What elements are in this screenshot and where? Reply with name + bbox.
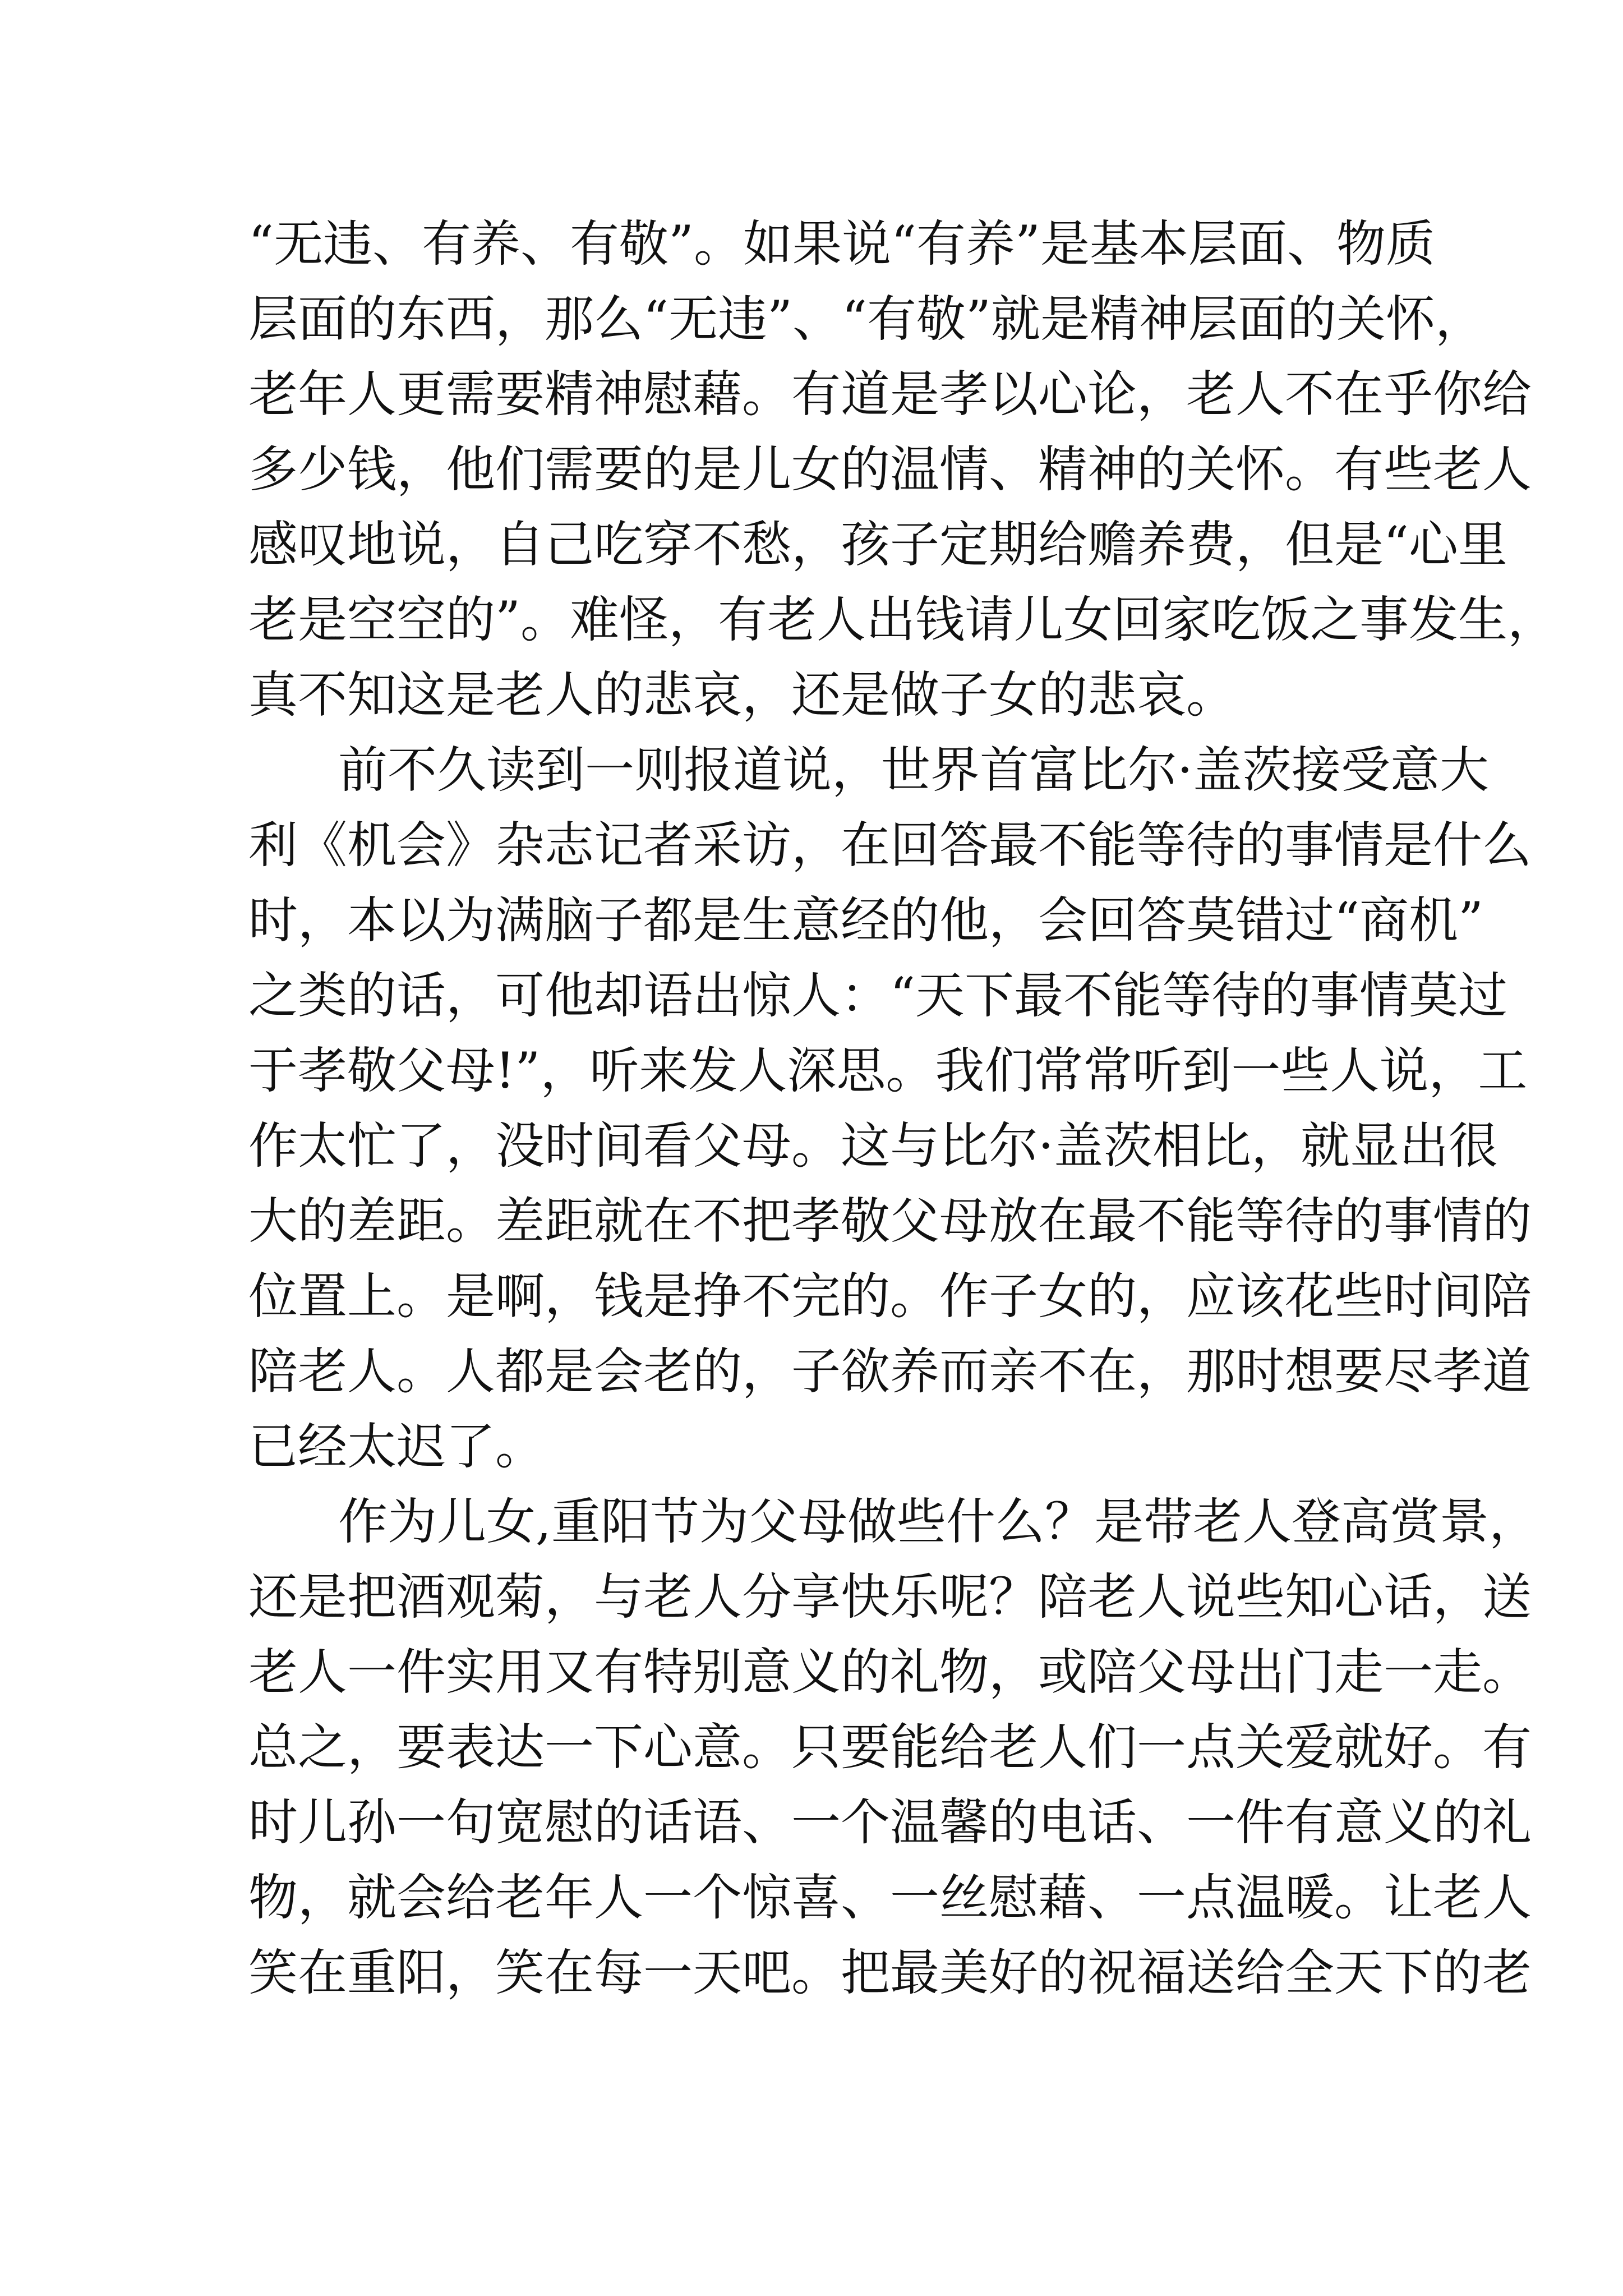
text-line: 陪老人。人都是会老的，子欲养而亲不在，那时想要尽孝道 [248,1342,1532,1400]
text-line: 大的差距。差距就在不把孝敬父母放在最不能等待的事情的 [248,1192,1532,1250]
paragraph-3 [248,1484,1538,2010]
text-line: 总之，要表达一下心意。只要能给老人们一点关爱就好。有 [248,1718,1532,1776]
text-line: 已经太迟了。 [248,1418,545,1475]
text-line: 时，本以为满脑子都是生意经的他，会回答莫错过“商机” [248,891,1483,949]
text-line: “无违、有养、有敬”。如果说“有养”是基本层面、物质 [248,215,1435,273]
text-line: 作为儿女,重阳节为父母做些什么？是带老人登高赏景， [338,1493,1538,1550]
text-line: 前不久读到一则报道说，世界首富比尔·盖茨接受意大 [338,741,1489,799]
text-line: 时儿孙一句宽慰的话语、一个温馨的电话、一件有意义的礼 [248,1793,1532,1851]
body-text [248,206,1557,2010]
text-line: 老年人更需要精神慰藉。有道是孝以心论，老人不在乎你给 [248,365,1532,423]
text-line: 利《机会》杂志记者采访，在回答最不能等待的事情是什么 [248,816,1532,874]
text-line: 还是把酒观菊，与老人分享快乐呢？陪老人说些知心话，送 [248,1568,1532,1626]
text-line: 之类的话，可他却语出惊人：“天下最不能等待的事情莫过 [248,967,1507,1024]
text-line: 作太忙了，没时间看父母。这与比尔·盖茨相比，就显出很 [248,1117,1498,1175]
text-line: 老人一件实用又有特别意义的礼物，或陪父母出门走一走。 [248,1643,1532,1701]
paragraph-1 [248,206,1557,733]
text-line: 笑在重阳，笑在每一天吧。把最美好的祝福送给全天下的老 [248,1944,1532,2001]
text-line: 于孝敬父母!”，听来发人深思。我们常常听到一些人说，工 [248,1042,1528,1099]
text-line: 位置上。是啊，钱是挣不完的。作子女的，应该花些时间陪 [248,1267,1532,1325]
text-line: 物，就会给老年人一个惊喜、一丝慰藉、一点温暖。让老人 [248,1869,1532,1926]
text-line: 层面的东西，那么“无违”、“有敬”就是精神层面的关怀， [248,290,1484,348]
text-line: 感叹地说，自己吃穿不愁，孩子定期给赡养费，但是“心里 [248,516,1507,573]
text-line: 多少钱，他们需要的是儿女的温情、精神的关怀。有些老人 [248,440,1532,498]
text-line: 真不知这是老人的悲哀，还是做子女的悲哀。 [248,666,1236,724]
text-line: 老是空空的”。难怪，有老人出钱请儿女回家吃饭之事发生， [248,591,1557,648]
paragraph-2 [248,733,1532,1484]
